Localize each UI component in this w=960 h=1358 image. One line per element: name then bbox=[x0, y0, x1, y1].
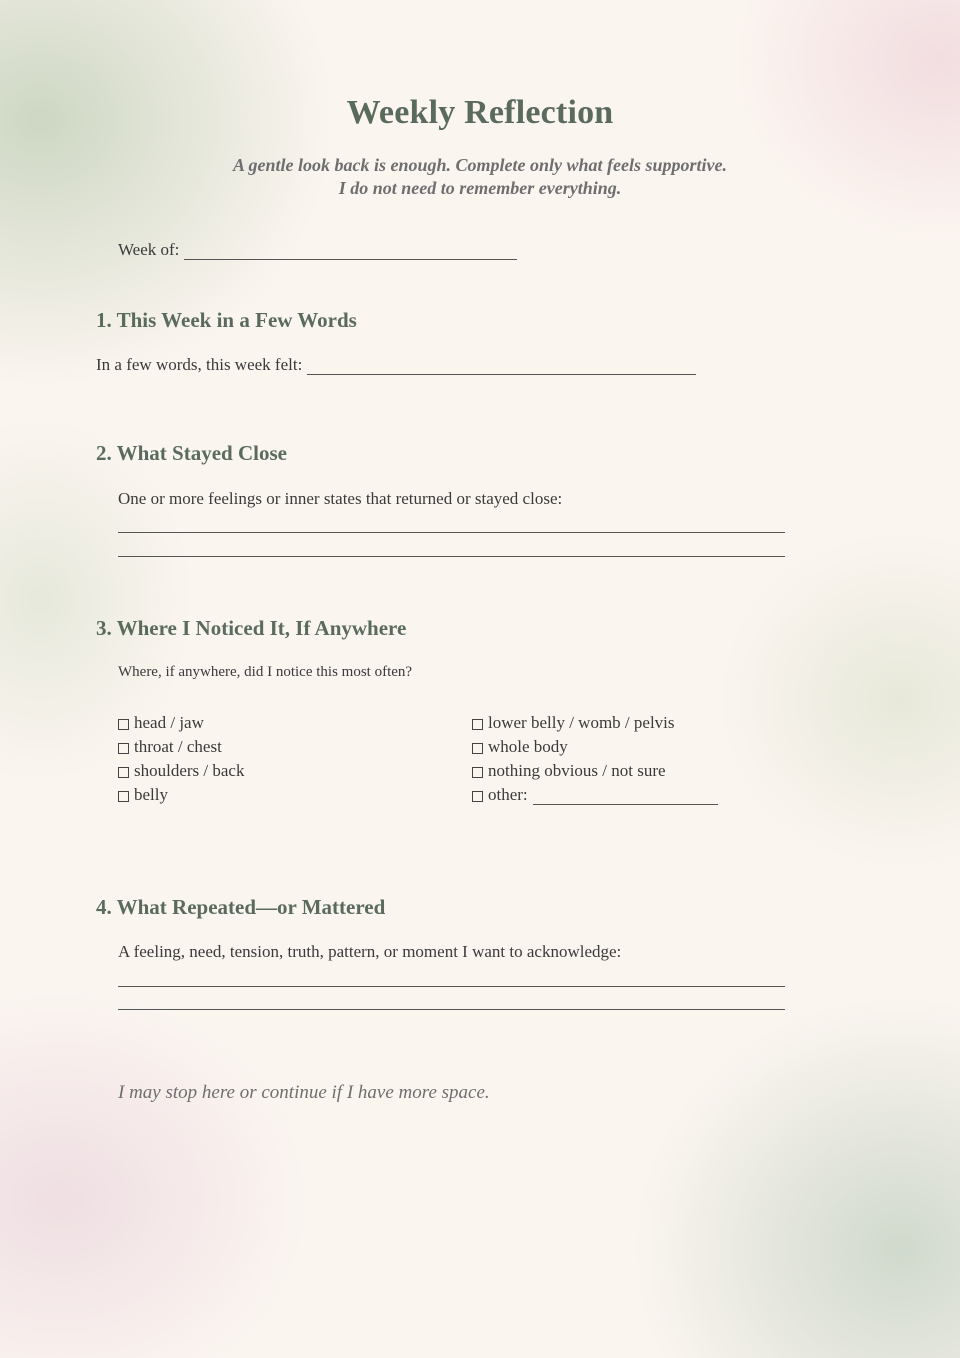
section-1-answer-field[interactable] bbox=[307, 374, 696, 375]
checkbox-icon[interactable] bbox=[472, 767, 483, 778]
section-4-answer-line-1[interactable] bbox=[118, 986, 785, 987]
checkbox-option-other[interactable] bbox=[472, 785, 528, 805]
checkbox-option[interactable] bbox=[118, 737, 222, 757]
checkbox-icon[interactable] bbox=[118, 743, 129, 754]
section-2-heading: 2. What Stayed Close bbox=[96, 441, 287, 465]
checkbox-icon[interactable] bbox=[118, 791, 129, 802]
checkbox-label: whole body bbox=[488, 737, 568, 756]
checkbox-icon[interactable] bbox=[118, 719, 129, 730]
checkbox-option[interactable] bbox=[118, 785, 168, 805]
checkbox-option[interactable] bbox=[472, 737, 568, 757]
section-4-answer-line-2[interactable] bbox=[118, 1009, 785, 1010]
checkbox-icon[interactable] bbox=[472, 743, 483, 754]
checkbox-icon[interactable] bbox=[472, 791, 483, 802]
section-2-answer-line-1[interactable] bbox=[118, 532, 785, 533]
week-of-label: Week of: bbox=[118, 240, 180, 259]
section-4-prompt: A feeling, need, tension, truth, pattern, or moment I want to acknowledge: bbox=[118, 942, 622, 961]
page-title: Weekly Reflection bbox=[346, 94, 614, 131]
section-2-answer-line-2[interactable] bbox=[118, 556, 785, 557]
checkbox-option[interactable] bbox=[472, 713, 675, 733]
checkbox-label: nothing obvious / not sure bbox=[488, 761, 666, 780]
checkbox-icon[interactable] bbox=[472, 719, 483, 730]
checkbox-label: lower belly / womb / pelvis bbox=[488, 713, 675, 732]
subtitle-line-1: A gentle look back is enough. Complete only what feels supportive. bbox=[232, 155, 727, 175]
checkbox-label: head / jaw bbox=[134, 713, 204, 732]
section-3-prompt: Where, if anywhere, did I notice this most often? bbox=[118, 664, 413, 680]
section-4-heading: 4. What Repeated—or Mattered bbox=[96, 895, 386, 919]
checkbox-option[interactable] bbox=[118, 761, 244, 781]
checkbox-icon[interactable] bbox=[118, 767, 129, 778]
section-3-heading: 3. Where I Noticed It, If Anywhere bbox=[96, 616, 407, 640]
section-1-heading: 1. This Week in a Few Words bbox=[96, 308, 357, 332]
subtitle-line-2: I do not need to remember everything. bbox=[338, 178, 622, 198]
checkbox-option[interactable] bbox=[472, 761, 666, 781]
checkbox-label: shoulders / back bbox=[134, 761, 245, 780]
checkbox-label: other: bbox=[488, 785, 528, 804]
checkbox-option[interactable] bbox=[118, 713, 204, 733]
closing-note: I may stop here or continue if I have more space. bbox=[118, 1082, 490, 1103]
week-of-field[interactable] bbox=[184, 259, 517, 260]
checkbox-label: belly bbox=[134, 785, 168, 804]
section-1-prompt: In a few words, this week felt: bbox=[96, 355, 303, 374]
section-2-prompt: One or more feelings or inner states that returned or stayed close: bbox=[118, 489, 563, 508]
checkbox-label: throat / chest bbox=[134, 737, 222, 756]
other-answer-field[interactable] bbox=[533, 804, 718, 805]
